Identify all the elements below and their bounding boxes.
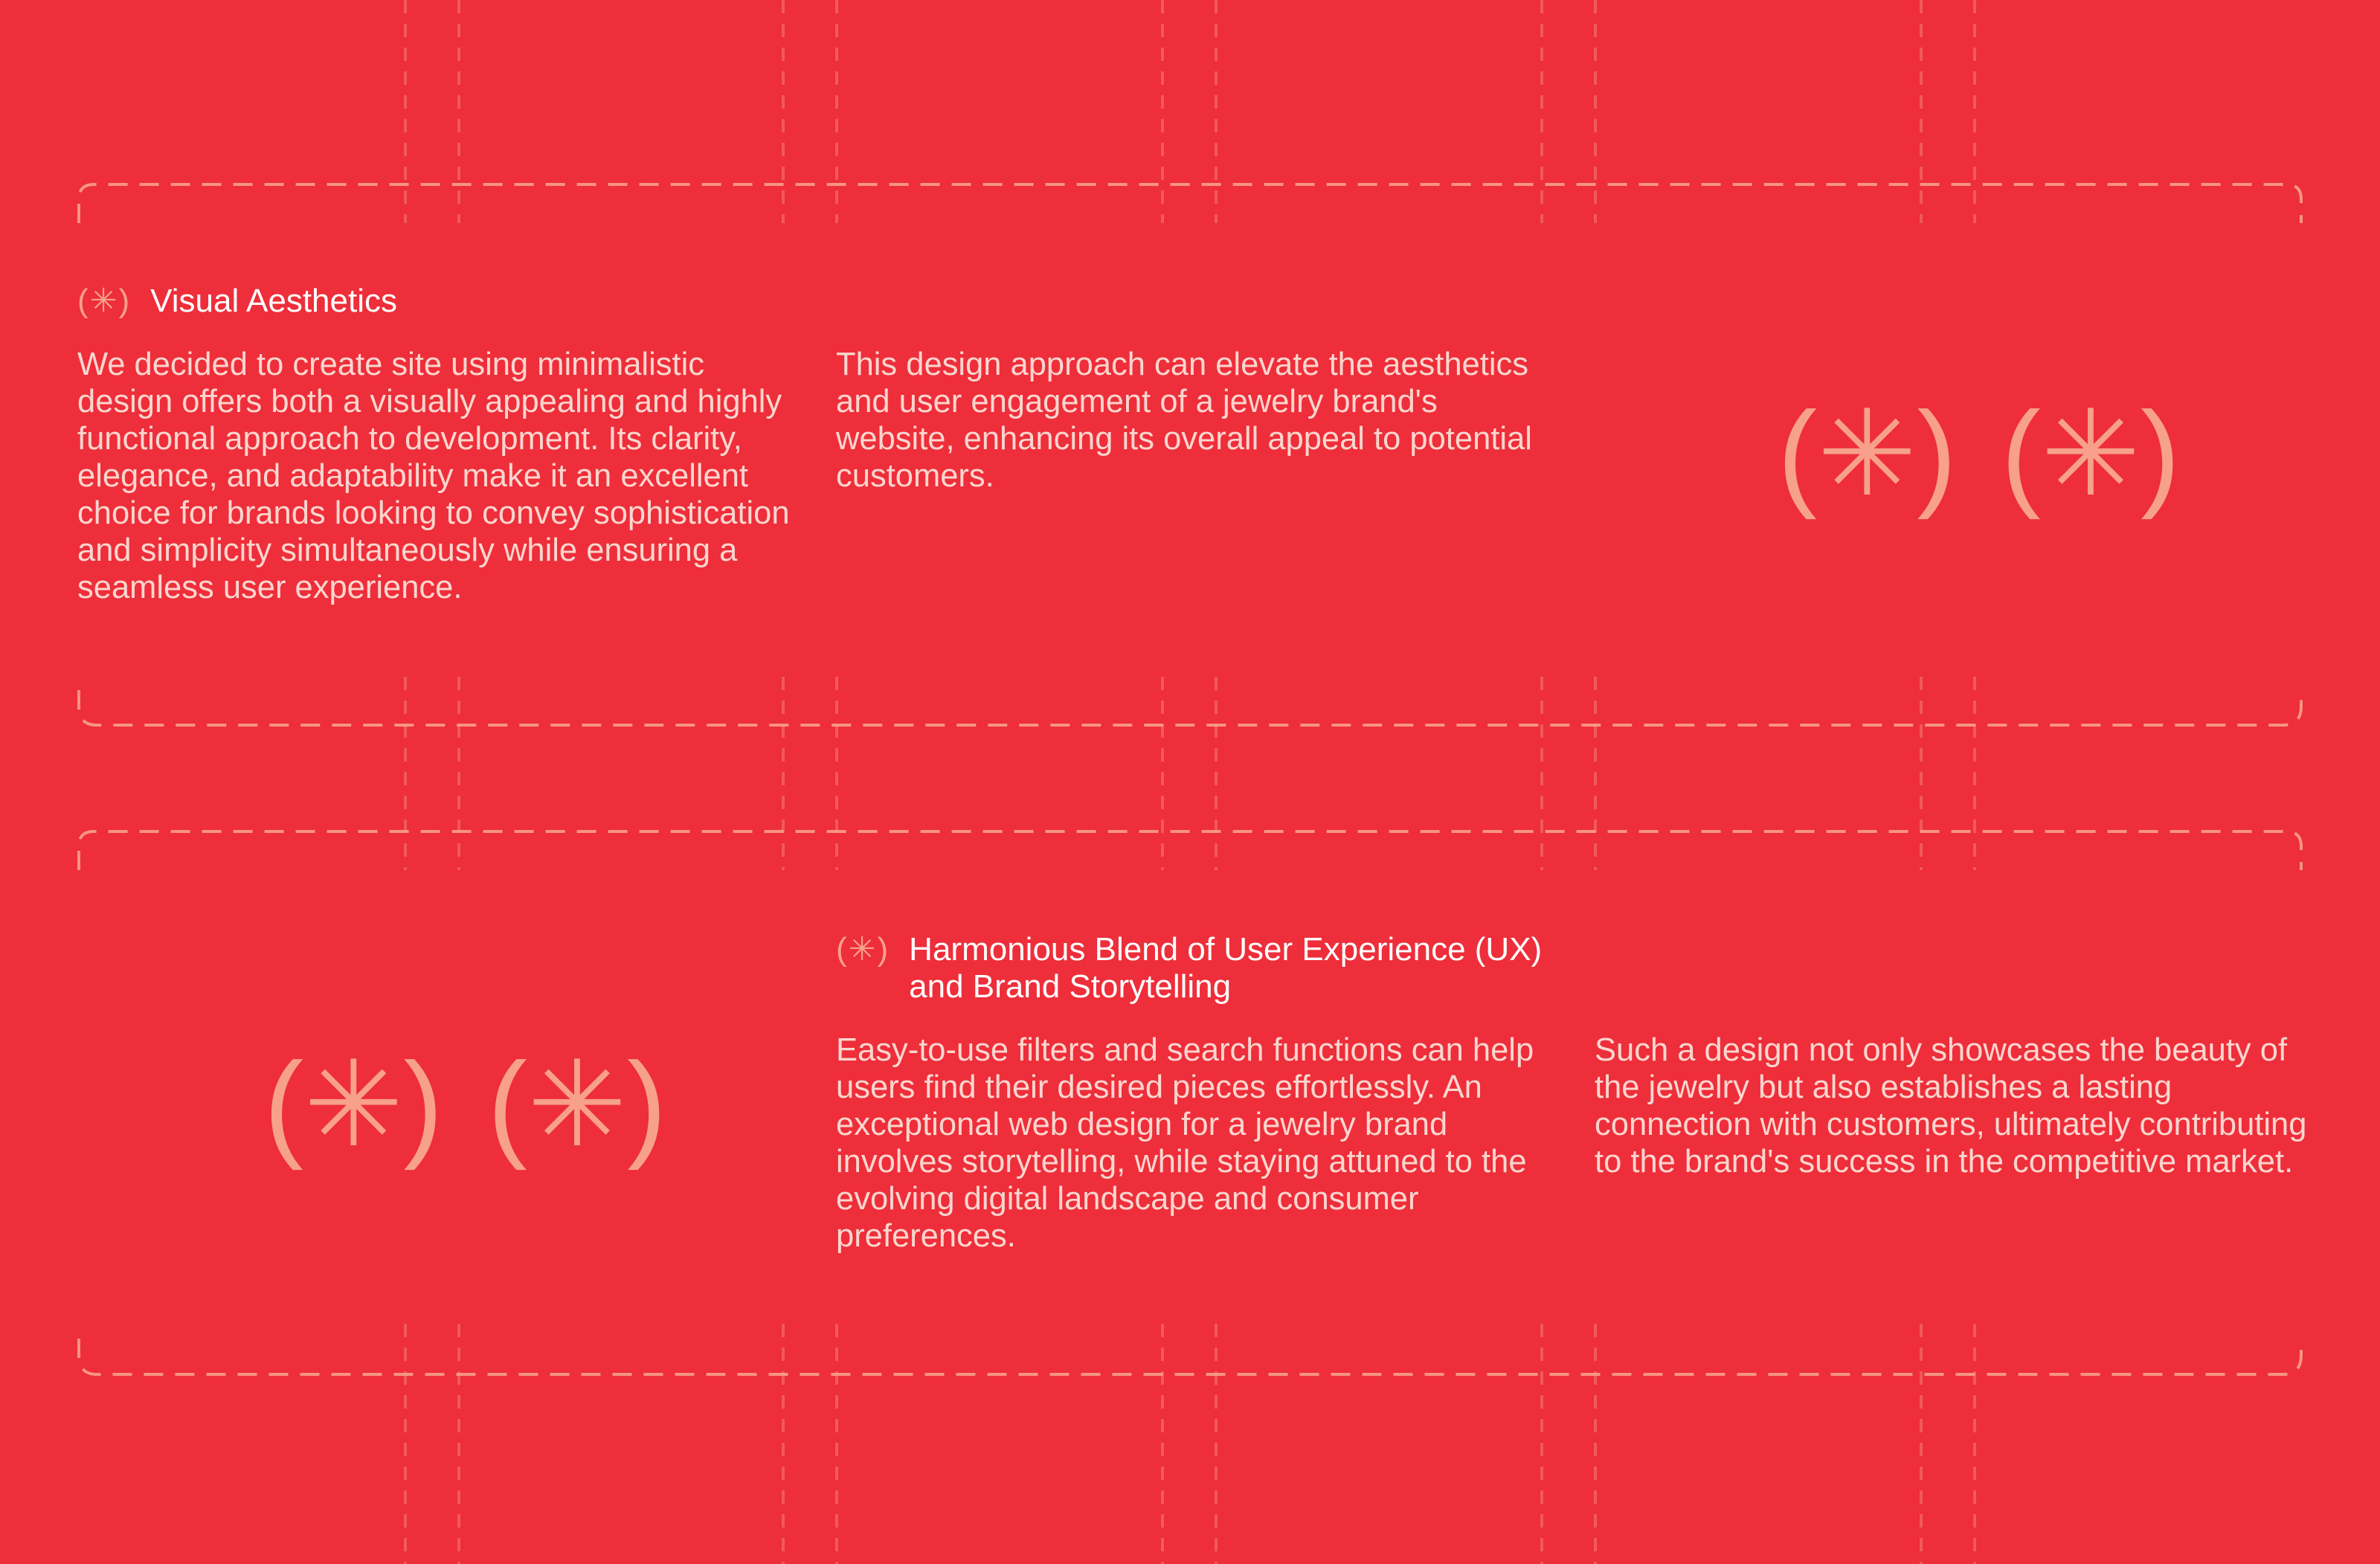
- asterisk-marker-icon: (✳): [77, 283, 132, 319]
- asterisk-marker-icon: (✳): [836, 931, 890, 968]
- asterisk-decoration: [264, 1037, 667, 1171]
- asterisk-decoration-icon: (✳): [264, 1037, 443, 1171]
- section-paragraph-right: Such a design not only showcases the beauty of the jewelry but also establishes a lasting connection with customers, ultimately contributing to the brand's success in the competitive market.: [1595, 1032, 2307, 1180]
- asterisk-decoration-icon: (✳): [1778, 387, 1957, 520]
- section-paragraph-middle: Easy-to-use filters and search functions can help users find their desired pieces effortlessly. An exceptional web design for a jewelry brand involves storytelling, while staying attuned to the evolving digital landscape and consumer preferences.: [836, 1032, 1534, 1254]
- section-paragraph-middle: This design approach can elevate the aesthetics and user engagement of a jewelry brand's website, enhancing its overall appeal to potential customers.: [836, 347, 1532, 494]
- section-heading: [836, 931, 1548, 1005]
- asterisk-decoration-icon: (✳): [487, 1037, 667, 1171]
- section-title: Harmonious Blend of User Experience (UX) and Brand Storytelling: [909, 931, 1543, 1005]
- section-paragraph-left: We decided to create site using minimalistic design offers both a visually appealing and highly functional approach to development. Its clarity, elegance, and adaptability make it an excellent choice for brands looking to convey sophistication and simplicity simultaneously while ensuring a seamless user experience.: [77, 347, 790, 605]
- asterisk-decoration-icon: (✳): [2001, 387, 2181, 520]
- section-title: Visual Aesthetics: [150, 283, 397, 319]
